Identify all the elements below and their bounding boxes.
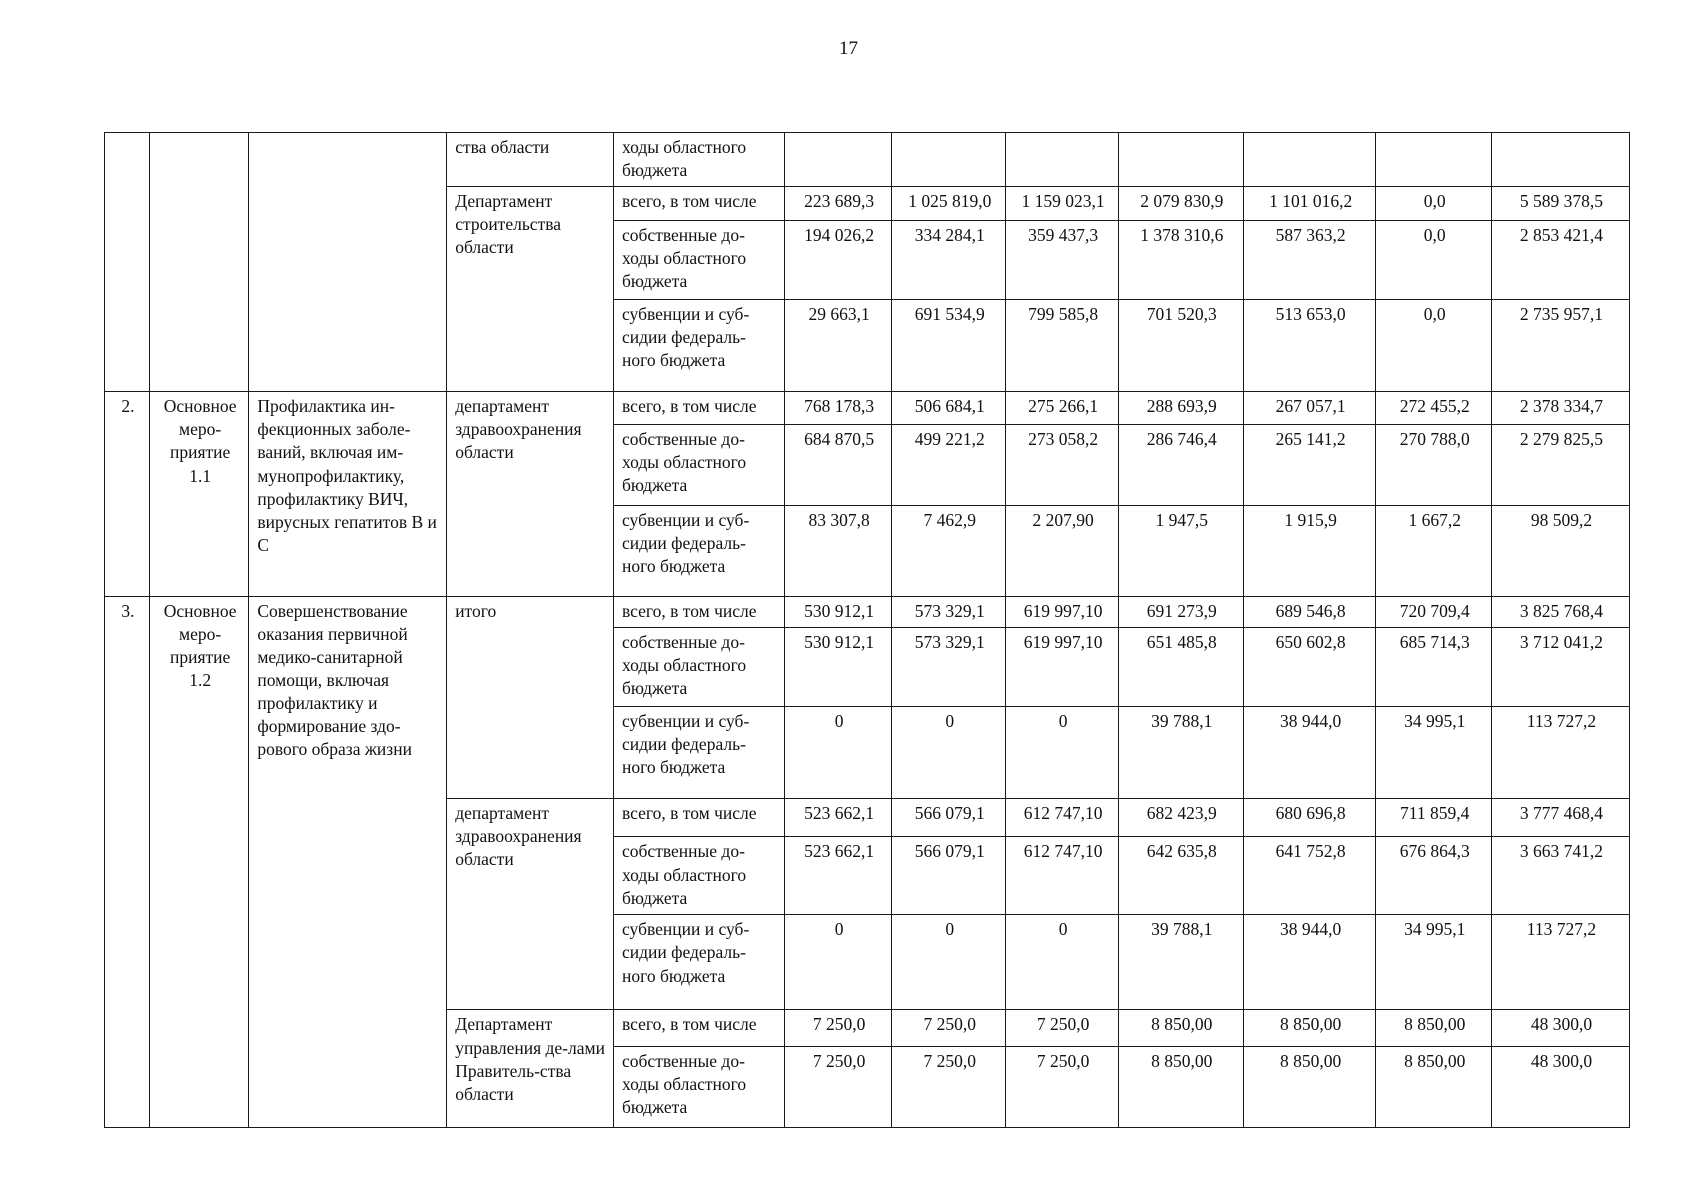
table-row [105,392,1630,424]
index-cell [105,133,150,392]
department-cell: итого [447,596,614,798]
value-cell: 676 864,3 [1376,837,1491,915]
value-cell: 701 520,3 [1118,300,1243,392]
value-cell: 799 585,8 [1006,300,1118,392]
value-cell: 7 250,0 [785,1046,892,1127]
value-cell: 194 026,2 [785,221,892,300]
event-name-cell [249,133,447,392]
value-cell: 8 850,00 [1243,1010,1376,1046]
value-cell: 7 250,0 [892,1046,1006,1127]
value-cell: 0 [785,915,892,1010]
event-name-cell: Профилактика ин-фекционных заболе-ваний, включая им-мунопрофилактику, профилактику ВИЧ, вирусных гепатитов В и С [249,392,447,596]
event-kind-cell: Основное меро-приятие 1.2 [149,596,248,1127]
value-cell: 3 712 041,2 [1491,627,1629,706]
value-cell [785,133,892,187]
value-cell: 0 [785,706,892,798]
value-cell: 3 663 741,2 [1491,837,1629,915]
value-cell: 7 250,0 [785,1010,892,1046]
value-cell: 5 589 378,5 [1491,186,1629,220]
funding-source-cell: всего, в том числе [614,798,785,836]
value-cell: 0 [1006,915,1118,1010]
funding-source-cell: субвенции и суб-сидии федераль-ного бюджета [614,300,785,392]
value-cell: 682 423,9 [1118,798,1243,836]
value-cell: 1 025 819,0 [892,186,1006,220]
value-cell: 2 279 825,5 [1491,424,1629,505]
value-cell: 587 363,2 [1243,221,1376,300]
value-cell: 619 997,10 [1006,627,1118,706]
value-cell: 530 912,1 [785,596,892,627]
event-kind-cell: Основное меро-приятие 1.1 [149,392,248,596]
value-cell: 685 714,3 [1376,627,1491,706]
value-cell: 1 667,2 [1376,505,1491,596]
value-cell: 48 300,0 [1491,1046,1629,1127]
value-cell: 619 997,10 [1006,596,1118,627]
value-cell: 1 915,9 [1243,505,1376,596]
value-cell: 768 178,3 [785,392,892,424]
value-cell: 650 602,8 [1243,627,1376,706]
value-cell: 2 207,90 [1006,505,1118,596]
funding-source-cell: собственные до-ходы областного бюджета [614,221,785,300]
department-cell: Департамент управления де-лами Правитель-ства области [447,1010,614,1128]
value-cell: 38 944,0 [1243,706,1376,798]
value-cell: 39 788,1 [1118,706,1243,798]
value-cell: 0 [892,706,1006,798]
value-cell: 530 912,1 [785,627,892,706]
value-cell: 273 058,2 [1006,424,1118,505]
event-name-cell: Совершенствование оказания первичной медико-санитарной помощи, включая профилактику и формирование здо-рового образа жизни [249,596,447,1127]
value-cell: 83 307,8 [785,505,892,596]
value-cell: 0,0 [1376,300,1491,392]
value-cell: 684 870,5 [785,424,892,505]
value-cell: 499 221,2 [892,424,1006,505]
value-cell: 573 329,1 [892,596,1006,627]
value-cell: 691 534,9 [892,300,1006,392]
value-cell: 38 944,0 [1243,915,1376,1010]
value-cell: 2 079 830,9 [1118,186,1243,220]
table-row [105,596,1630,627]
value-cell: 642 635,8 [1118,837,1243,915]
value-cell: 1 159 023,1 [1006,186,1118,220]
value-cell [1491,133,1629,187]
value-cell: 566 079,1 [892,798,1006,836]
value-cell: 506 684,1 [892,392,1006,424]
value-cell: 523 662,1 [785,798,892,836]
value-cell: 34 995,1 [1376,706,1491,798]
value-cell: 680 696,8 [1243,798,1376,836]
value-cell: 2 853 421,4 [1491,221,1629,300]
value-cell: 612 747,10 [1006,837,1118,915]
value-cell [1376,133,1491,187]
funding-source-cell: субвенции и суб-сидии федераль-ного бюджета [614,706,785,798]
value-cell: 641 752,8 [1243,837,1376,915]
value-cell: 34 995,1 [1376,915,1491,1010]
value-cell: 8 850,00 [1376,1046,1491,1127]
value-cell: 8 850,00 [1118,1010,1243,1046]
value-cell: 2 735 957,1 [1491,300,1629,392]
value-cell: 286 746,4 [1118,424,1243,505]
funding-source-cell: субвенции и суб-сидии федераль-ного бюджета [614,505,785,596]
value-cell: 0 [1006,706,1118,798]
value-cell: 7 462,9 [892,505,1006,596]
value-cell [1118,133,1243,187]
funding-source-cell: всего, в том числе [614,1010,785,1046]
value-cell: 1 101 016,2 [1243,186,1376,220]
value-cell: 711 859,4 [1376,798,1491,836]
department-cell: Департамент строительства области [447,186,614,391]
funding-source-cell: всего, в том числе [614,186,785,220]
value-cell: 566 079,1 [892,837,1006,915]
funding-source-cell: собственные до-ходы областного бюджета [614,627,785,706]
value-cell: 523 662,1 [785,837,892,915]
value-cell: 513 653,0 [1243,300,1376,392]
value-cell: 39 788,1 [1118,915,1243,1010]
value-cell: 8 850,00 [1243,1046,1376,1127]
page-number: 17 [839,38,858,59]
value-cell: 1 378 310,6 [1118,221,1243,300]
value-cell: 7 250,0 [892,1010,1006,1046]
value-cell [892,133,1006,187]
value-cell: 651 485,8 [1118,627,1243,706]
value-cell: 267 057,1 [1243,392,1376,424]
value-cell: 7 250,0 [1006,1046,1118,1127]
value-cell: 7 250,0 [1006,1010,1118,1046]
funding-source-cell: ходы областного бюджета [614,133,785,187]
department-cell: департамент здравоохранения области [447,392,614,596]
value-cell: 1 947,5 [1118,505,1243,596]
value-cell: 689 546,8 [1243,596,1376,627]
value-cell: 720 709,4 [1376,596,1491,627]
value-cell: 334 284,1 [892,221,1006,300]
index-cell: 2. [105,392,150,596]
value-cell: 270 788,0 [1376,424,1491,505]
funding-source-cell: всего, в том числе [614,596,785,627]
value-cell: 359 437,3 [1006,221,1118,300]
value-cell: 288 693,9 [1118,392,1243,424]
value-cell: 612 747,10 [1006,798,1118,836]
funding-source-cell: субвенции и суб-сидии федераль-ного бюджета [614,915,785,1010]
value-cell [1243,133,1376,187]
value-cell: 272 455,2 [1376,392,1491,424]
department-cell: департамент здравоохранения области [447,798,614,1010]
value-cell: 3 825 768,4 [1491,596,1629,627]
index-cell: 3. [105,596,150,1127]
event-kind-cell [149,133,248,392]
value-cell: 29 663,1 [785,300,892,392]
funding-source-cell: собственные до-ходы областного бюджета [614,1046,785,1127]
department-cell: ства области [447,133,614,187]
value-cell: 573 329,1 [892,627,1006,706]
value-cell: 8 850,00 [1118,1046,1243,1127]
value-cell: 3 777 468,4 [1491,798,1629,836]
funding-source-cell: собственные до-ходы областного бюджета [614,837,785,915]
value-cell: 275 266,1 [1006,392,1118,424]
value-cell [1006,133,1118,187]
funding-source-cell: всего, в том числе [614,392,785,424]
value-cell: 691 273,9 [1118,596,1243,627]
table-row [105,133,1630,187]
value-cell: 0,0 [1376,221,1491,300]
value-cell: 223 689,3 [785,186,892,220]
value-cell: 113 727,2 [1491,915,1629,1010]
value-cell: 48 300,0 [1491,1010,1629,1046]
value-cell: 2 378 334,7 [1491,392,1629,424]
value-cell: 98 509,2 [1491,505,1629,596]
value-cell: 8 850,00 [1376,1010,1491,1046]
budget-table [104,132,1630,1128]
value-cell: 0 [892,915,1006,1010]
value-cell: 0,0 [1376,186,1491,220]
value-cell: 113 727,2 [1491,706,1629,798]
value-cell: 265 141,2 [1243,424,1376,505]
funding-source-cell: собственные до-ходы областного бюджета [614,424,785,505]
